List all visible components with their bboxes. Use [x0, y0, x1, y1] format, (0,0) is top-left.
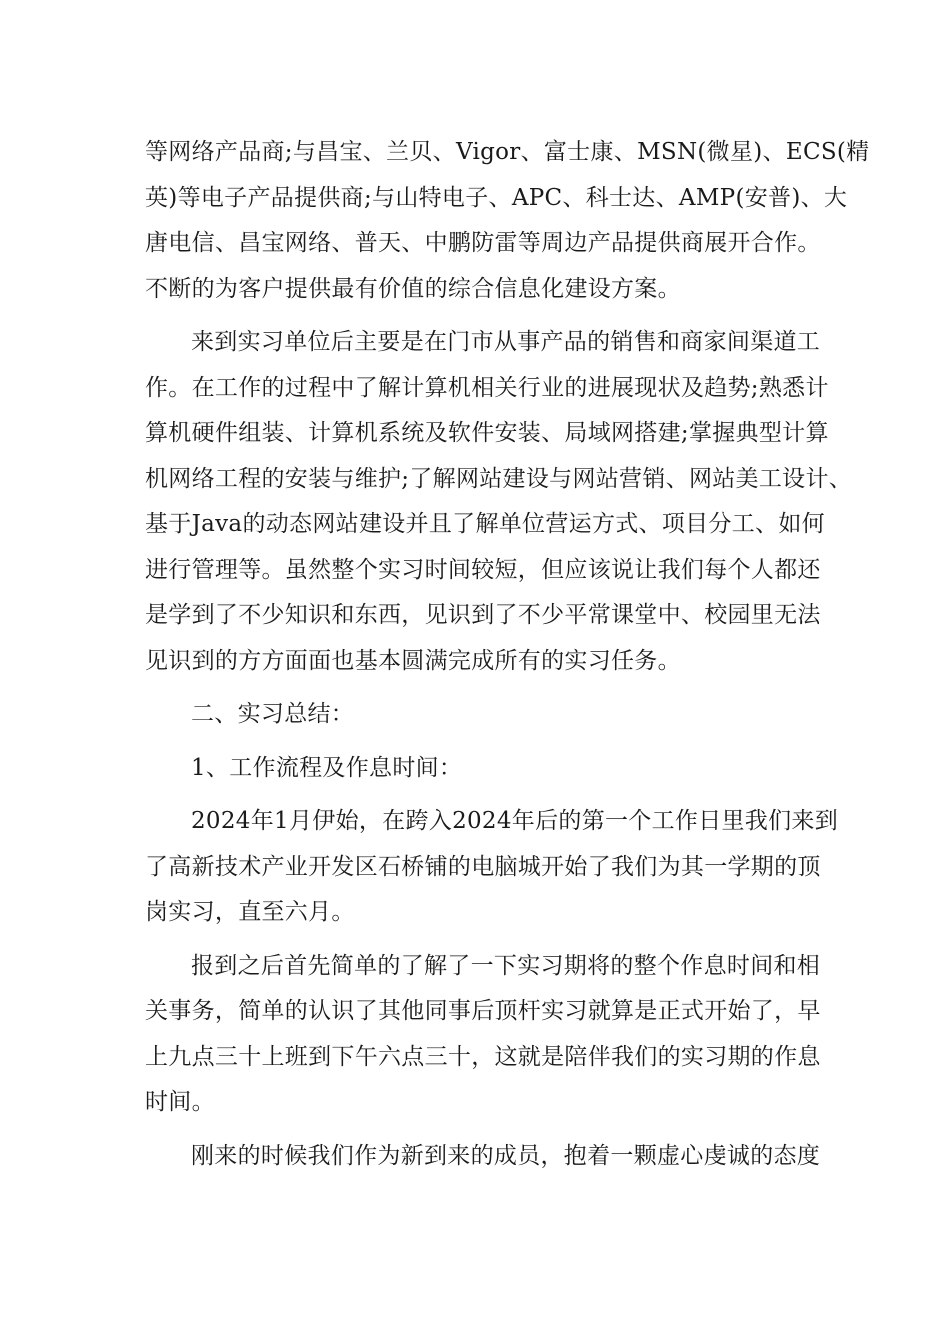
- paragraph-work-hours: [145, 944, 820, 1126]
- text-line: 唐电信、昌宝网络、普天、中鹏防雷等周边产品提供商展开合作。: [145, 230, 821, 256]
- text-line: 进行管理等。虽然整个实习时间较短，但应该说让我们每个人都还: [145, 556, 821, 583]
- text-line: 英)等电子产品提供商;与山特电子、APC、科士达、AMP(安普)、大: [145, 184, 848, 211]
- text-line: 基于Java的动态网站建设并且了解单位营运方式、项目分工、如何: [145, 511, 825, 537]
- section-heading-summary: [145, 692, 820, 738]
- text-line: 刚来的时候我们作为新到来的成员，抱着一颗虚心虔诚的态度: [191, 1142, 821, 1169]
- paragraph-internship-work: [145, 320, 853, 684]
- text-line: 上九点三十上班到下午六点三十，这就是陪伴我们的实习期的作息: [145, 1043, 821, 1070]
- text-line: 作。在工作的过程中了解计算机相关行业的进展现状及趋势;熟悉计: [145, 374, 829, 401]
- text-line: 报到之后首先简单的了解了一下实习期将的整个作息时间和相: [191, 952, 821, 979]
- document-body: [145, 130, 870, 1187]
- text-line: 来到实习单位后主要是在门市从事产品的销售和商家间渠道工: [191, 329, 821, 355]
- paragraph-partners: [145, 130, 870, 312]
- subsection-heading-schedule: [145, 746, 820, 792]
- heading-line: 二、实习总结：: [191, 701, 355, 727]
- text-line: 算机硬件组装、计算机系统及软件安装、局域网搭建;掌握典型计算: [145, 420, 829, 446]
- paragraph-first-days: [145, 1134, 820, 1180]
- text-line: 关事务，简单的认识了其他同事后顶杆实习就算是正式开始了，早: [145, 998, 821, 1024]
- text-line: 是学到了不少知识和东西，见识到了不少平常课堂中、校园里无法: [145, 602, 821, 628]
- text-line: 机网络工程的安装与维护;了解网站建设与网站营销、网站美工设计、: [145, 465, 853, 492]
- text-line: 岗实习，直至六月。: [145, 899, 355, 925]
- text-line: 了高新技术产业开发区石桥铺的电脑城开始了我们为其一学期的顶: [145, 853, 821, 880]
- text-line: 见识到的方方面面也基本圆满完成所有的实习任务。: [145, 647, 681, 674]
- paragraph-start-date: [145, 799, 838, 936]
- text-line: 2024年1月伊始，在跨入2024年后的第一个工作日里我们来到: [191, 808, 838, 834]
- text-line: 等网络产品商;与昌宝、兰贝、Vigor、富士康、MSN(微星)、ECS(精: [145, 139, 870, 165]
- heading-line: 1、工作流程及作息时间：: [191, 754, 463, 781]
- text-line: 不断的为客户提供最有价值的综合信息化建设方案。: [145, 275, 681, 302]
- text-line: 时间。: [145, 1089, 215, 1115]
